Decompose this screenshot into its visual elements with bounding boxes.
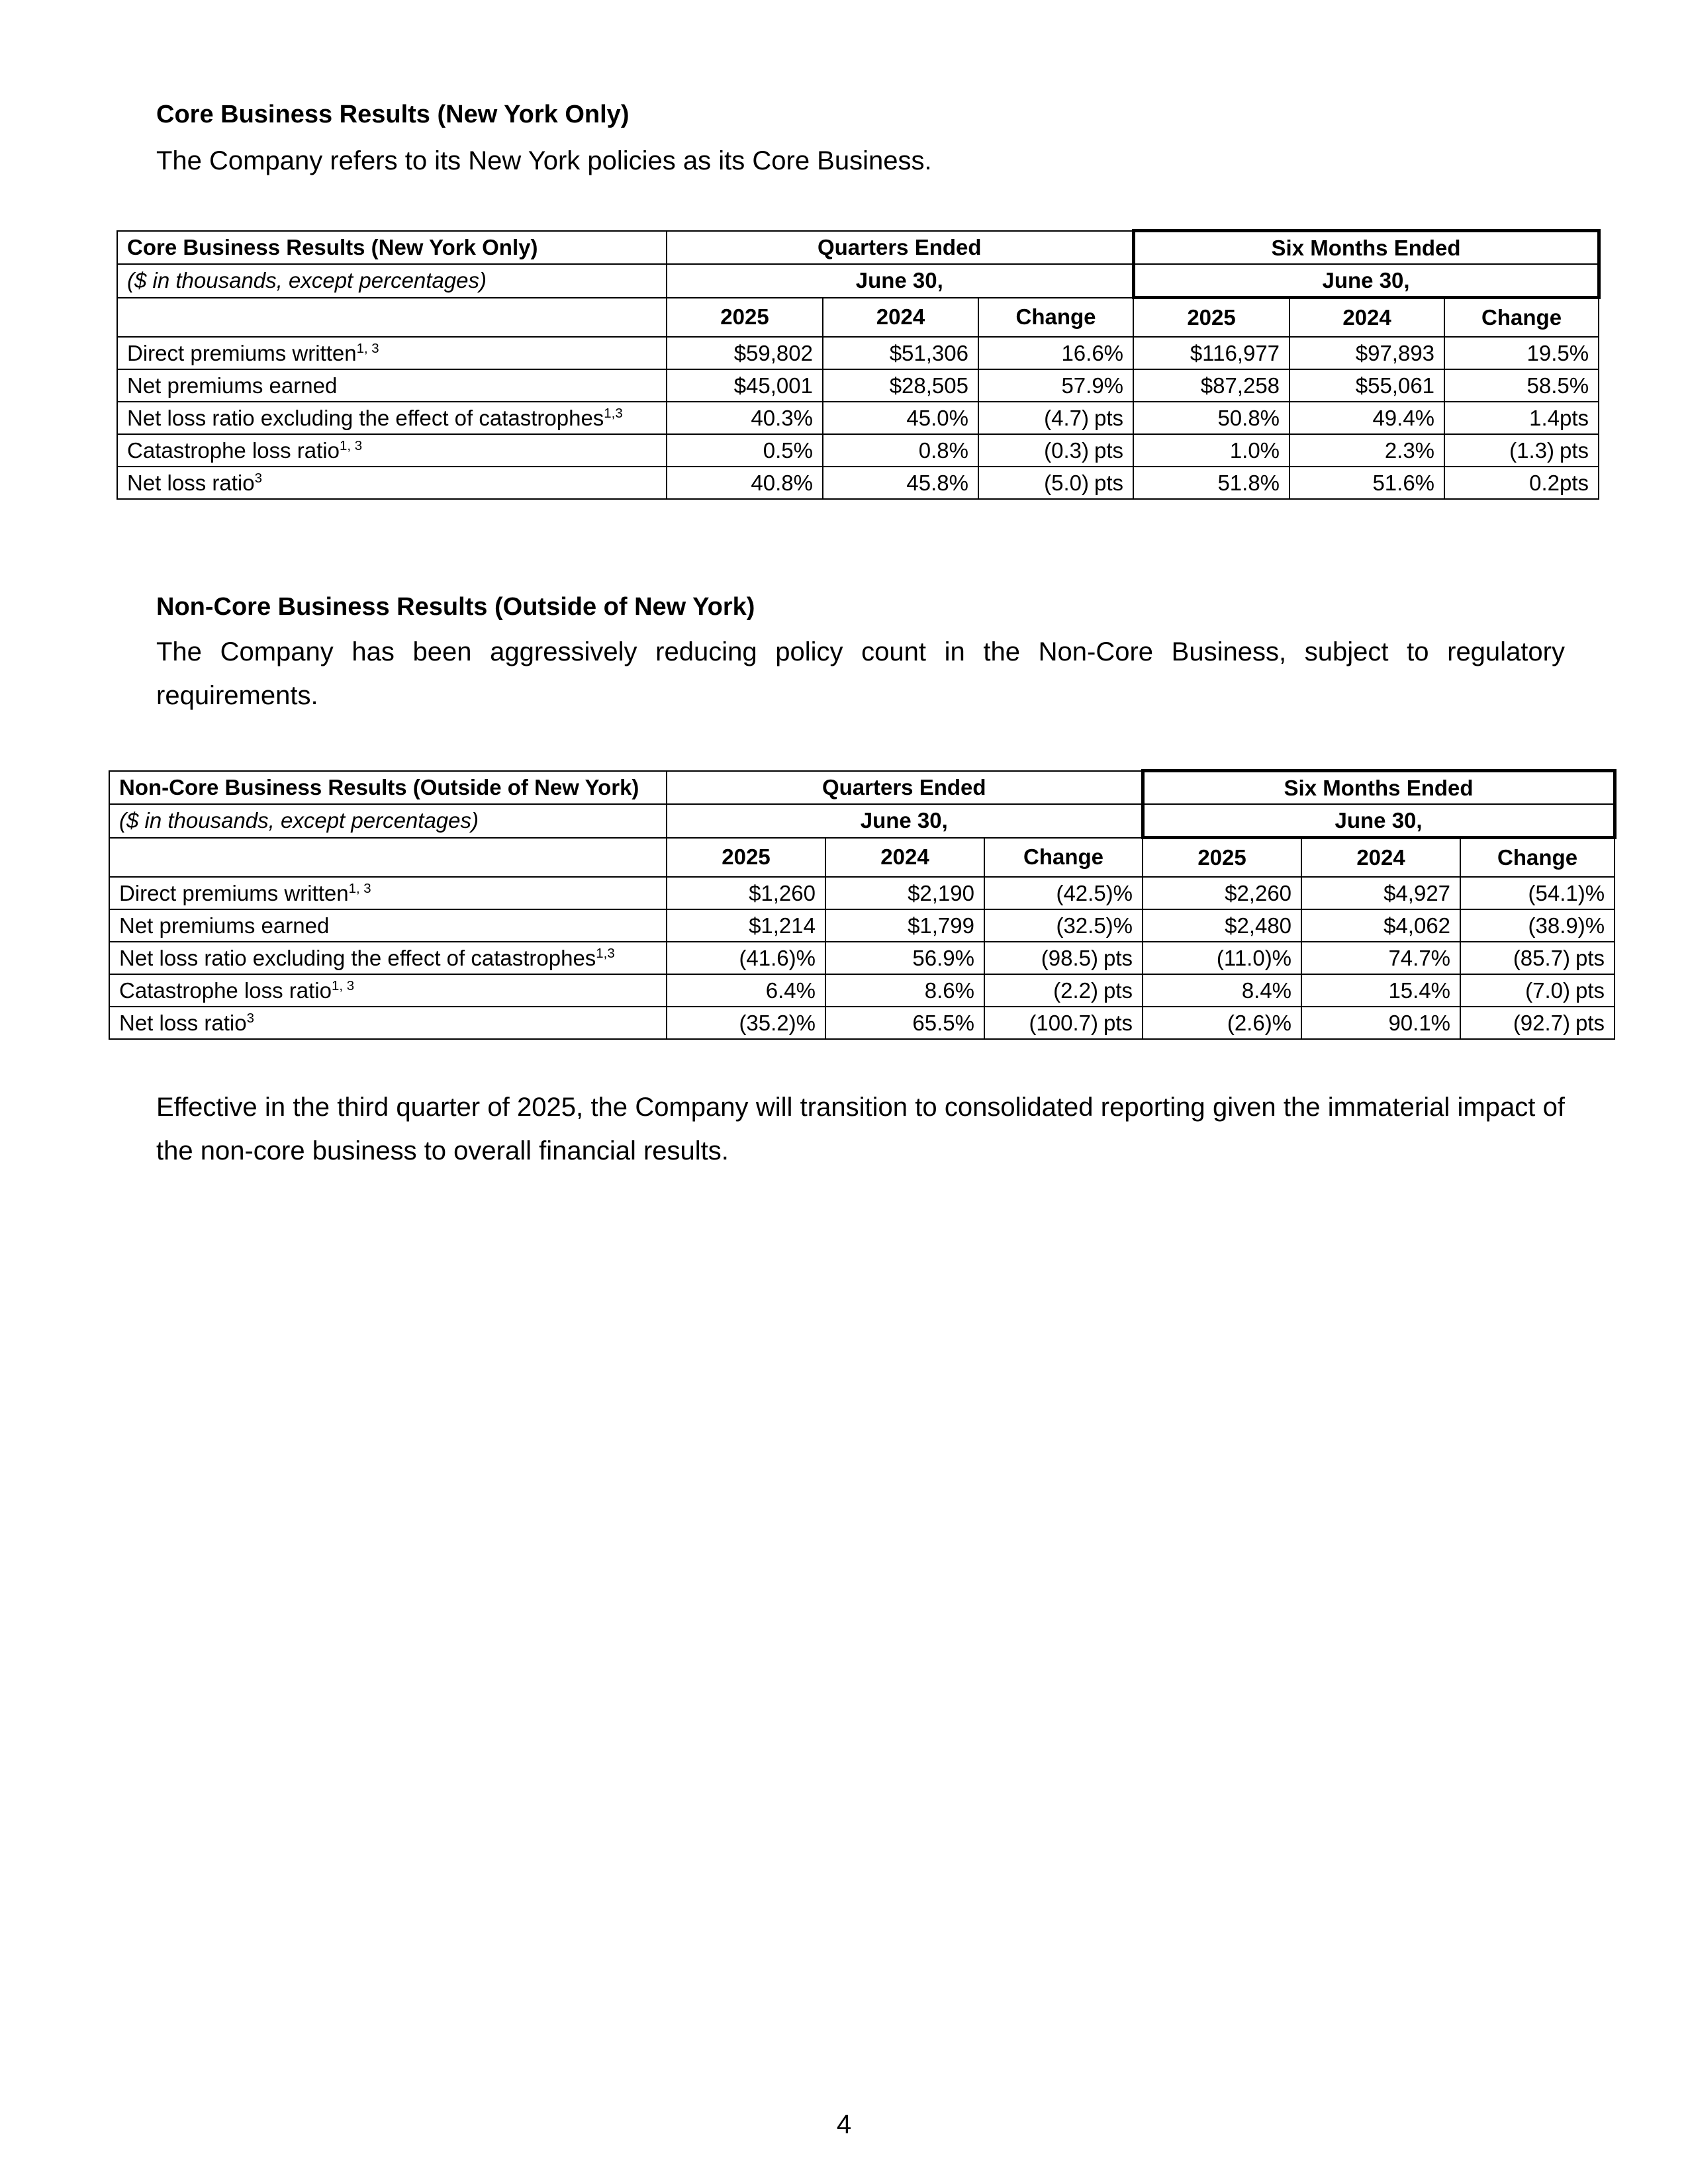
cell-s-2024: $97,893 xyxy=(1289,337,1444,369)
cell-q-2024: $2,190 xyxy=(825,877,984,909)
cell-s-2024: $55,061 xyxy=(1289,369,1444,402)
col-header-s-change: Change xyxy=(1460,838,1615,878)
table-row xyxy=(117,434,1599,467)
col-header-q-2024: 2024 xyxy=(823,298,978,338)
cell-s-2025: 8.4% xyxy=(1143,974,1301,1007)
cell-q-2025: (35.2)% xyxy=(667,1007,825,1039)
cell-s-change: 19.5% xyxy=(1444,337,1599,369)
col-header-s-2024: 2024 xyxy=(1289,298,1444,338)
cell-s-2024: 51.6% xyxy=(1289,467,1444,499)
page-number: 4 xyxy=(836,2110,852,2139)
col-header-s-2025: 2025 xyxy=(1133,298,1289,338)
footnote-ref: 1,3 xyxy=(596,945,615,961)
table-subtitle: ($ in thousands, except percentages) xyxy=(117,264,667,298)
cell-s-2025: $2,480 xyxy=(1143,909,1301,942)
row-label: Direct premiums written$^{1, 3}$ xyxy=(109,877,667,909)
row-label: Direct premiums written$^{1, 3}$ xyxy=(117,337,667,369)
table-row xyxy=(109,942,1615,974)
col-header-q-2025: 2025 xyxy=(667,838,825,878)
cell-s-2024: 74.7% xyxy=(1301,942,1460,974)
cell-q-2024: $51,306 xyxy=(823,337,978,369)
table-row xyxy=(109,974,1615,1007)
core-section-heading: Core Business Results (New York Only) xyxy=(156,101,630,128)
table-title: Non-Core Business Results (Outside of New York) xyxy=(109,771,667,805)
table-subtitle: ($ in thousands, except percentages) xyxy=(109,804,667,838)
col-header-s-change: Change xyxy=(1444,298,1599,338)
row-label: Net loss ratio excluding the effect of catastrophes$^{1,3}$ xyxy=(109,942,667,974)
cell-s-2025: 1.0% xyxy=(1133,434,1289,467)
blank-cell xyxy=(117,298,667,338)
cell-q-2025: $1,260 xyxy=(667,877,825,909)
cell-q-2025: $59,802 xyxy=(667,337,823,369)
cell-s-2025: 51.8% xyxy=(1133,467,1289,499)
row-label: Catastrophe loss ratio$^{1, 3}$ xyxy=(109,974,667,1007)
footnote-ref: 3 xyxy=(246,1010,254,1026)
table-row xyxy=(117,337,1599,369)
col-header-q-2024: 2024 xyxy=(825,838,984,878)
cell-q-change: (98.5) pts xyxy=(984,942,1143,974)
footnote-ref: 1, 3 xyxy=(332,978,355,993)
cell-q-2024: $28,505 xyxy=(823,369,978,402)
table-row xyxy=(109,877,1615,909)
table-row xyxy=(117,467,1599,499)
cell-q-2025: (41.6)% xyxy=(667,942,825,974)
quarters-ended-header: Quarters Ended xyxy=(667,771,1143,805)
cell-s-2025: (11.0)% xyxy=(1143,942,1301,974)
cell-q-2024: 45.0% xyxy=(823,402,978,434)
quarters-ended-header: Quarters Ended xyxy=(667,231,1133,265)
cell-q-2025: $1,214 xyxy=(667,909,825,942)
cell-q-2024: 65.5% xyxy=(825,1007,984,1039)
footnote-ref: 1,3 xyxy=(604,405,623,421)
cell-s-2024: 90.1% xyxy=(1301,1007,1460,1039)
six-months-ended-header: Six Months Ended xyxy=(1143,771,1615,805)
cell-s-change: (1.3) pts xyxy=(1444,434,1599,467)
table-row xyxy=(117,402,1599,434)
cell-q-change: 16.6% xyxy=(978,337,1133,369)
closing-paragraph: Effective in the third quarter of 2025, the Company will transition to consolidated reporting given the immaterial impact of the non-core business to overall financial results. xyxy=(156,1093,1565,1165)
cell-s-2024: $4,927 xyxy=(1301,877,1460,909)
blank-cell xyxy=(109,838,667,878)
cell-q-change: (4.7) pts xyxy=(978,402,1133,434)
col-header-s-2024: 2024 xyxy=(1301,838,1460,878)
row-label: Net premiums earned xyxy=(109,909,667,942)
cell-s-2025: 50.8% xyxy=(1133,402,1289,434)
table-title: Core Business Results (New York Only) xyxy=(117,231,667,265)
cell-q-change: (100.7) pts xyxy=(984,1007,1143,1039)
cell-q-2025: 6.4% xyxy=(667,974,825,1007)
six-months-date-header: June 30, xyxy=(1143,804,1615,838)
cell-q-change: (0.3) pts xyxy=(978,434,1133,467)
table-row xyxy=(109,1007,1615,1039)
cell-s-change: 0.2pts xyxy=(1444,467,1599,499)
row-label: Net loss ratio excluding the effect of catastrophes$^{1,3}$ xyxy=(117,402,667,434)
footnote-ref: 1, 3 xyxy=(348,880,371,896)
cell-s-change: (54.1)% xyxy=(1460,877,1615,909)
cell-s-change: 58.5% xyxy=(1444,369,1599,402)
cell-q-2024: 45.8% xyxy=(823,467,978,499)
cell-q-2024: 56.9% xyxy=(825,942,984,974)
col-header-q-change: Change xyxy=(984,838,1143,878)
cell-s-change: 1.4pts xyxy=(1444,402,1599,434)
footnote-ref: 3 xyxy=(254,470,262,486)
cell-q-2025: 0.5% xyxy=(667,434,823,467)
cell-s-2025: $2,260 xyxy=(1143,877,1301,909)
cell-s-change: (38.9)% xyxy=(1460,909,1615,942)
cell-q-2025: 40.8% xyxy=(667,467,823,499)
cell-q-change: (5.0) pts xyxy=(978,467,1133,499)
six-months-ended-header: Six Months Ended xyxy=(1133,231,1599,265)
core-intro-text: The Company refers to its New York policies as its Core Business. xyxy=(156,146,932,175)
quarters-date-header: June 30, xyxy=(667,264,1133,298)
noncore-section-heading: Non-Core Business Results (Outside of New York) xyxy=(156,593,755,621)
noncore-intro-text: The Company has been aggressively reducing policy count in the Non-Core Business, subject to regulatory requirements. xyxy=(156,637,1565,710)
row-label: Net loss ratio$^3$ xyxy=(109,1007,667,1039)
cell-q-2024: 0.8% xyxy=(823,434,978,467)
cell-s-change: (7.0) pts xyxy=(1460,974,1615,1007)
six-months-date-header: June 30, xyxy=(1133,264,1599,298)
cell-s-2024: $4,062 xyxy=(1301,909,1460,942)
col-header-s-2025: 2025 xyxy=(1143,838,1301,878)
cell-q-change: (2.2) pts xyxy=(984,974,1143,1007)
cell-q-2025: 40.3% xyxy=(667,402,823,434)
noncore-results-table xyxy=(109,769,1617,1040)
cell-s-change: (92.7) pts xyxy=(1460,1007,1615,1039)
cell-s-2024: 15.4% xyxy=(1301,974,1460,1007)
footnote-ref: 1, 3 xyxy=(356,340,379,356)
core-results-table xyxy=(117,229,1601,500)
cell-s-2025: $87,258 xyxy=(1133,369,1289,402)
cell-q-change: (32.5)% xyxy=(984,909,1143,942)
footnote-ref: 1, 3 xyxy=(340,437,363,453)
cell-q-change: 57.9% xyxy=(978,369,1133,402)
cell-q-2025: $45,001 xyxy=(667,369,823,402)
cell-q-change: (42.5)% xyxy=(984,877,1143,909)
row-label: Catastrophe loss ratio$^{1, 3}$ xyxy=(117,434,667,467)
cell-s-2025: (2.6)% xyxy=(1143,1007,1301,1039)
cell-q-2024: $1,799 xyxy=(825,909,984,942)
cell-s-2025: $116,977 xyxy=(1133,337,1289,369)
quarters-date-header: June 30, xyxy=(667,804,1143,838)
table-row xyxy=(109,909,1615,942)
cell-s-change: (85.7) pts xyxy=(1460,942,1615,974)
col-header-q-2025: 2025 xyxy=(667,298,823,338)
cell-s-2024: 2.3% xyxy=(1289,434,1444,467)
row-label: Net premiums earned xyxy=(117,369,667,402)
col-header-q-change: Change xyxy=(978,298,1133,338)
cell-s-2024: 49.4% xyxy=(1289,402,1444,434)
row-label: Net loss ratio$^3$ xyxy=(117,467,667,499)
cell-q-2024: 8.6% xyxy=(825,974,984,1007)
table-row xyxy=(117,369,1599,402)
